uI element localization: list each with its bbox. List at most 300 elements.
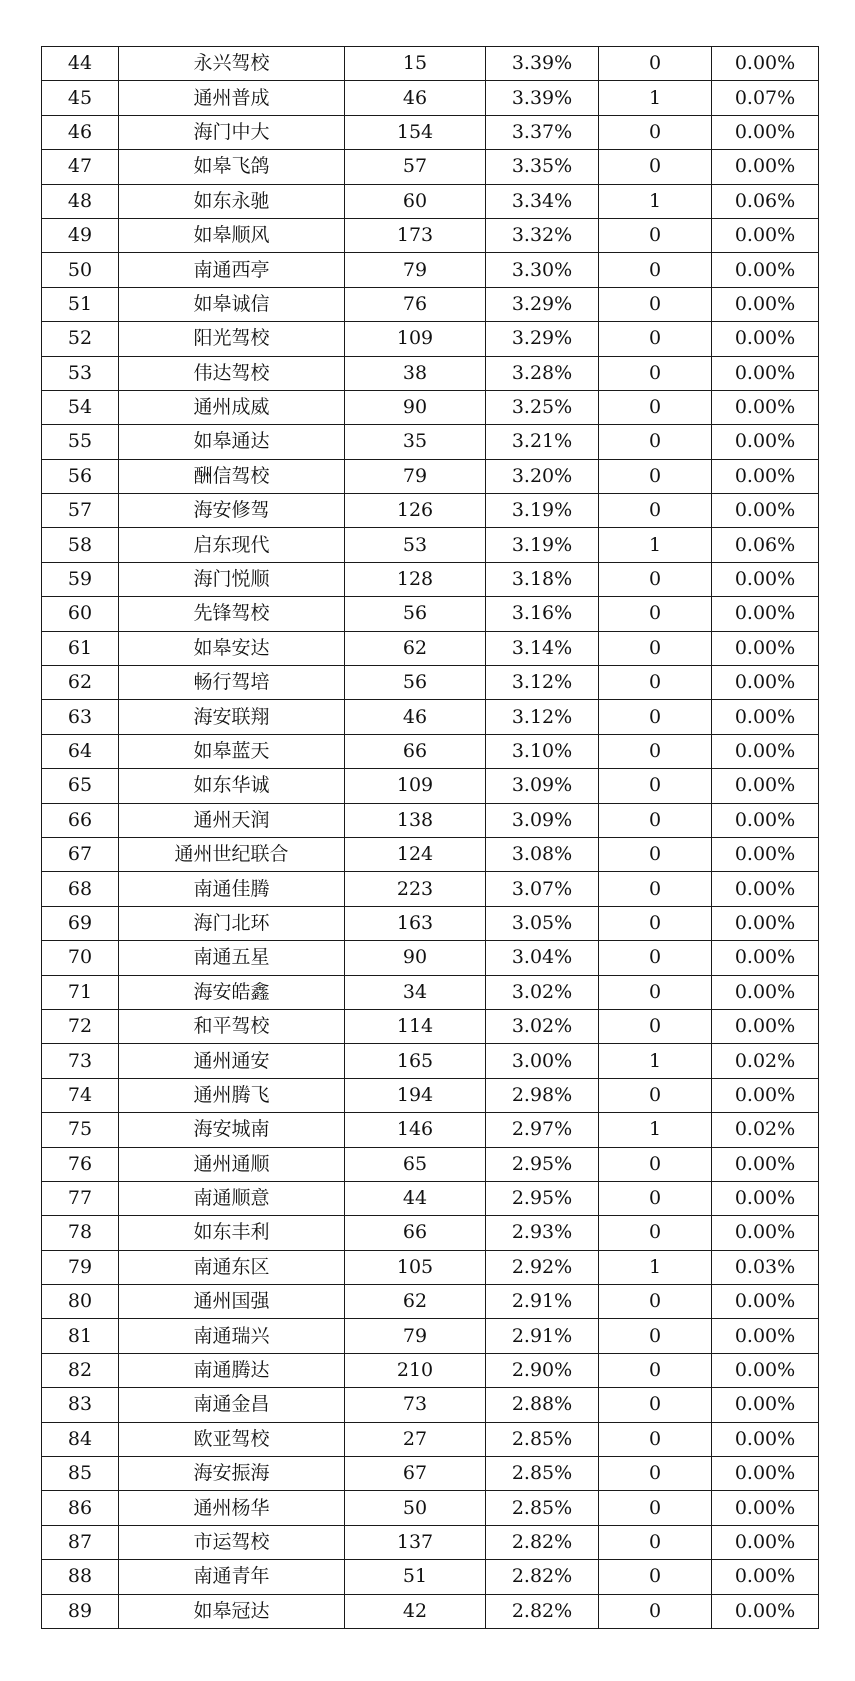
rank-cell: 83 bbox=[42, 1388, 119, 1422]
second-count-cell: 0 bbox=[599, 425, 712, 459]
rate-cell: 3.39% bbox=[486, 47, 599, 81]
second-count-cell: 0 bbox=[599, 872, 712, 906]
count-cell: 35 bbox=[345, 425, 486, 459]
rate-cell: 3.29% bbox=[486, 287, 599, 321]
count-cell: 66 bbox=[345, 734, 486, 768]
school-name-cell: 通州杨华 bbox=[119, 1491, 345, 1525]
second-count-cell: 0 bbox=[599, 494, 712, 528]
rate-cell: 3.09% bbox=[486, 803, 599, 837]
count-cell: 79 bbox=[345, 1319, 486, 1353]
second-rate-cell: 0.00% bbox=[712, 631, 819, 665]
school-name-cell: 南通佳腾 bbox=[119, 872, 345, 906]
table-row bbox=[42, 1422, 819, 1456]
school-name-cell: 南通五星 bbox=[119, 941, 345, 975]
second-rate-cell: 0.00% bbox=[712, 734, 819, 768]
table-row bbox=[42, 253, 819, 287]
table-row bbox=[42, 941, 819, 975]
school-name-cell: 海安修驾 bbox=[119, 494, 345, 528]
table-row bbox=[42, 459, 819, 493]
rate-cell: 3.30% bbox=[486, 253, 599, 287]
count-cell: 105 bbox=[345, 1250, 486, 1284]
table-row bbox=[42, 184, 819, 218]
rate-cell: 3.09% bbox=[486, 769, 599, 803]
rate-cell: 3.35% bbox=[486, 150, 599, 184]
second-count-cell: 0 bbox=[599, 1181, 712, 1215]
school-name-cell: 通州成威 bbox=[119, 390, 345, 424]
rank-cell: 53 bbox=[42, 356, 119, 390]
school-name-cell: 如皋诚信 bbox=[119, 287, 345, 321]
rank-cell: 63 bbox=[42, 700, 119, 734]
second-rate-cell: 0.00% bbox=[712, 1525, 819, 1559]
rate-cell: 2.91% bbox=[486, 1285, 599, 1319]
rank-cell: 55 bbox=[42, 425, 119, 459]
table-row bbox=[42, 1560, 819, 1594]
rate-cell: 3.05% bbox=[486, 906, 599, 940]
rank-cell: 74 bbox=[42, 1078, 119, 1112]
table-row bbox=[42, 1009, 819, 1043]
count-cell: 53 bbox=[345, 528, 486, 562]
school-name-cell: 通州腾飞 bbox=[119, 1078, 345, 1112]
count-cell: 50 bbox=[345, 1491, 486, 1525]
school-name-cell: 通州通顺 bbox=[119, 1147, 345, 1181]
second-count-cell: 0 bbox=[599, 1525, 712, 1559]
rank-cell: 84 bbox=[42, 1422, 119, 1456]
count-cell: 124 bbox=[345, 837, 486, 871]
school-name-cell: 如东永驰 bbox=[119, 184, 345, 218]
rate-cell: 2.82% bbox=[486, 1594, 599, 1628]
school-name-cell: 南通腾达 bbox=[119, 1353, 345, 1387]
rate-cell: 3.19% bbox=[486, 528, 599, 562]
second-rate-cell: 0.00% bbox=[712, 1491, 819, 1525]
rate-cell: 3.04% bbox=[486, 941, 599, 975]
rank-cell: 87 bbox=[42, 1525, 119, 1559]
rank-cell: 85 bbox=[42, 1457, 119, 1491]
second-rate-cell: 0.00% bbox=[712, 322, 819, 356]
rank-cell: 70 bbox=[42, 941, 119, 975]
second-count-cell: 0 bbox=[599, 1457, 712, 1491]
second-rate-cell: 0.00% bbox=[712, 1560, 819, 1594]
table-row bbox=[42, 1491, 819, 1525]
count-cell: 27 bbox=[345, 1422, 486, 1456]
school-name-cell: 酬信驾校 bbox=[119, 459, 345, 493]
second-count-cell: 0 bbox=[599, 631, 712, 665]
rank-cell: 44 bbox=[42, 47, 119, 81]
count-cell: 154 bbox=[345, 115, 486, 149]
school-name-cell: 如皋安达 bbox=[119, 631, 345, 665]
school-name-cell: 通州天润 bbox=[119, 803, 345, 837]
second-count-cell: 0 bbox=[599, 597, 712, 631]
second-count-cell: 0 bbox=[599, 666, 712, 700]
school-name-cell: 永兴驾校 bbox=[119, 47, 345, 81]
count-cell: 109 bbox=[345, 322, 486, 356]
count-cell: 126 bbox=[345, 494, 486, 528]
school-name-cell: 通州普成 bbox=[119, 81, 345, 115]
school-name-cell: 先锋驾校 bbox=[119, 597, 345, 631]
rank-cell: 50 bbox=[42, 253, 119, 287]
second-rate-cell: 0.00% bbox=[712, 425, 819, 459]
second-rate-cell: 0.00% bbox=[712, 941, 819, 975]
rate-cell: 3.32% bbox=[486, 218, 599, 252]
second-rate-cell: 0.00% bbox=[712, 494, 819, 528]
second-rate-cell: 0.00% bbox=[712, 597, 819, 631]
rank-cell: 46 bbox=[42, 115, 119, 149]
table-row bbox=[42, 1594, 819, 1628]
second-rate-cell: 0.00% bbox=[712, 287, 819, 321]
second-count-cell: 0 bbox=[599, 906, 712, 940]
second-rate-cell: 0.00% bbox=[712, 1147, 819, 1181]
rank-cell: 49 bbox=[42, 218, 119, 252]
count-cell: 210 bbox=[345, 1353, 486, 1387]
count-cell: 51 bbox=[345, 1560, 486, 1594]
count-cell: 194 bbox=[345, 1078, 486, 1112]
rank-cell: 64 bbox=[42, 734, 119, 768]
second-count-cell: 0 bbox=[599, 150, 712, 184]
second-count-cell: 0 bbox=[599, 253, 712, 287]
second-count-cell: 0 bbox=[599, 1009, 712, 1043]
table-row bbox=[42, 631, 819, 665]
second-rate-cell: 0.00% bbox=[712, 459, 819, 493]
second-rate-cell: 0.00% bbox=[712, 150, 819, 184]
table-row bbox=[42, 597, 819, 631]
rank-cell: 89 bbox=[42, 1594, 119, 1628]
second-count-cell: 1 bbox=[599, 1113, 712, 1147]
table-row bbox=[42, 47, 819, 81]
table-row bbox=[42, 837, 819, 871]
school-name-cell: 如皋通达 bbox=[119, 425, 345, 459]
school-name-cell: 伟达驾校 bbox=[119, 356, 345, 390]
second-count-cell: 0 bbox=[599, 769, 712, 803]
rate-cell: 2.91% bbox=[486, 1319, 599, 1353]
second-rate-cell: 0.00% bbox=[712, 975, 819, 1009]
table-row bbox=[42, 1078, 819, 1112]
count-cell: 114 bbox=[345, 1009, 486, 1043]
rate-cell: 2.85% bbox=[486, 1457, 599, 1491]
rank-cell: 66 bbox=[42, 803, 119, 837]
school-name-cell: 海安联翔 bbox=[119, 700, 345, 734]
rank-cell: 68 bbox=[42, 872, 119, 906]
second-count-cell: 0 bbox=[599, 1594, 712, 1628]
second-rate-cell: 0.00% bbox=[712, 700, 819, 734]
rate-cell: 3.28% bbox=[486, 356, 599, 390]
rate-cell: 3.00% bbox=[486, 1044, 599, 1078]
rank-cell: 59 bbox=[42, 562, 119, 596]
second-rate-cell: 0.00% bbox=[712, 1078, 819, 1112]
rank-cell: 71 bbox=[42, 975, 119, 1009]
second-count-cell: 0 bbox=[599, 1491, 712, 1525]
rank-cell: 58 bbox=[42, 528, 119, 562]
driving-school-ranking-table bbox=[41, 46, 819, 1629]
rank-cell: 86 bbox=[42, 1491, 119, 1525]
second-count-cell: 0 bbox=[599, 1560, 712, 1594]
count-cell: 42 bbox=[345, 1594, 486, 1628]
count-cell: 15 bbox=[345, 47, 486, 81]
table-row bbox=[42, 115, 819, 149]
rate-cell: 2.90% bbox=[486, 1353, 599, 1387]
rate-cell: 3.14% bbox=[486, 631, 599, 665]
second-rate-cell: 0.00% bbox=[712, 356, 819, 390]
table-row bbox=[42, 1044, 819, 1078]
second-rate-cell: 0.06% bbox=[712, 528, 819, 562]
second-rate-cell: 0.00% bbox=[712, 837, 819, 871]
second-count-cell: 0 bbox=[599, 1285, 712, 1319]
count-cell: 67 bbox=[345, 1457, 486, 1491]
rank-cell: 67 bbox=[42, 837, 119, 871]
second-rate-cell: 0.00% bbox=[712, 1388, 819, 1422]
second-count-cell: 0 bbox=[599, 115, 712, 149]
second-rate-cell: 0.00% bbox=[712, 906, 819, 940]
second-rate-cell: 0.07% bbox=[712, 81, 819, 115]
rank-cell: 73 bbox=[42, 1044, 119, 1078]
rank-cell: 52 bbox=[42, 322, 119, 356]
count-cell: 76 bbox=[345, 287, 486, 321]
second-rate-cell: 0.00% bbox=[712, 803, 819, 837]
second-count-cell: 0 bbox=[599, 1216, 712, 1250]
count-cell: 138 bbox=[345, 803, 486, 837]
rate-cell: 2.85% bbox=[486, 1491, 599, 1525]
second-count-cell: 1 bbox=[599, 1250, 712, 1284]
second-rate-cell: 0.00% bbox=[712, 1319, 819, 1353]
second-rate-cell: 0.02% bbox=[712, 1044, 819, 1078]
count-cell: 46 bbox=[345, 700, 486, 734]
rate-cell: 2.92% bbox=[486, 1250, 599, 1284]
rate-cell: 2.95% bbox=[486, 1181, 599, 1215]
second-count-cell: 0 bbox=[599, 356, 712, 390]
school-name-cell: 欧亚驾校 bbox=[119, 1422, 345, 1456]
count-cell: 62 bbox=[345, 631, 486, 665]
rank-cell: 51 bbox=[42, 287, 119, 321]
rank-cell: 79 bbox=[42, 1250, 119, 1284]
table-row bbox=[42, 975, 819, 1009]
second-count-cell: 0 bbox=[599, 1353, 712, 1387]
rate-cell: 3.02% bbox=[486, 975, 599, 1009]
second-count-cell: 0 bbox=[599, 1078, 712, 1112]
rate-cell: 3.12% bbox=[486, 700, 599, 734]
count-cell: 38 bbox=[345, 356, 486, 390]
second-rate-cell: 0.00% bbox=[712, 1594, 819, 1628]
rate-cell: 3.18% bbox=[486, 562, 599, 596]
rate-cell: 3.07% bbox=[486, 872, 599, 906]
rate-cell: 3.20% bbox=[486, 459, 599, 493]
rate-cell: 2.93% bbox=[486, 1216, 599, 1250]
table-row bbox=[42, 425, 819, 459]
second-rate-cell: 0.00% bbox=[712, 1181, 819, 1215]
second-rate-cell: 0.00% bbox=[712, 1009, 819, 1043]
rank-cell: 82 bbox=[42, 1353, 119, 1387]
rate-cell: 2.85% bbox=[486, 1422, 599, 1456]
rate-cell: 3.19% bbox=[486, 494, 599, 528]
second-count-cell: 0 bbox=[599, 322, 712, 356]
school-name-cell: 海安皓鑫 bbox=[119, 975, 345, 1009]
school-name-cell: 南通西亭 bbox=[119, 253, 345, 287]
school-name-cell: 如东华诚 bbox=[119, 769, 345, 803]
second-rate-cell: 0.03% bbox=[712, 1250, 819, 1284]
count-cell: 66 bbox=[345, 1216, 486, 1250]
rank-cell: 65 bbox=[42, 769, 119, 803]
rate-cell: 3.34% bbox=[486, 184, 599, 218]
count-cell: 137 bbox=[345, 1525, 486, 1559]
school-name-cell: 和平驾校 bbox=[119, 1009, 345, 1043]
count-cell: 57 bbox=[345, 150, 486, 184]
school-name-cell: 南通东区 bbox=[119, 1250, 345, 1284]
count-cell: 62 bbox=[345, 1285, 486, 1319]
table-row bbox=[42, 872, 819, 906]
school-name-cell: 如皋蓝天 bbox=[119, 734, 345, 768]
school-name-cell: 海门悦顺 bbox=[119, 562, 345, 596]
table-row bbox=[42, 1147, 819, 1181]
count-cell: 73 bbox=[345, 1388, 486, 1422]
count-cell: 146 bbox=[345, 1113, 486, 1147]
second-count-cell: 0 bbox=[599, 1388, 712, 1422]
count-cell: 46 bbox=[345, 81, 486, 115]
school-name-cell: 如皋顺风 bbox=[119, 218, 345, 252]
table-row bbox=[42, 700, 819, 734]
table-row bbox=[42, 1525, 819, 1559]
second-count-cell: 0 bbox=[599, 459, 712, 493]
second-count-cell: 0 bbox=[599, 1422, 712, 1456]
table-row bbox=[42, 390, 819, 424]
rank-cell: 69 bbox=[42, 906, 119, 940]
second-count-cell: 0 bbox=[599, 1319, 712, 1353]
second-rate-cell: 0.00% bbox=[712, 1457, 819, 1491]
rank-cell: 47 bbox=[42, 150, 119, 184]
table-row bbox=[42, 1216, 819, 1250]
table-row bbox=[42, 1113, 819, 1147]
school-name-cell: 海安振海 bbox=[119, 1457, 345, 1491]
rank-cell: 88 bbox=[42, 1560, 119, 1594]
count-cell: 34 bbox=[345, 975, 486, 1009]
count-cell: 163 bbox=[345, 906, 486, 940]
count-cell: 90 bbox=[345, 941, 486, 975]
table-row bbox=[42, 494, 819, 528]
table-row bbox=[42, 218, 819, 252]
second-count-cell: 0 bbox=[599, 562, 712, 596]
school-name-cell: 海门中大 bbox=[119, 115, 345, 149]
rate-cell: 2.98% bbox=[486, 1078, 599, 1112]
second-rate-cell: 0.00% bbox=[712, 253, 819, 287]
rank-cell: 80 bbox=[42, 1285, 119, 1319]
rank-cell: 54 bbox=[42, 390, 119, 424]
school-name-cell: 南通顺意 bbox=[119, 1181, 345, 1215]
second-count-cell: 0 bbox=[599, 287, 712, 321]
rate-cell: 3.25% bbox=[486, 390, 599, 424]
second-count-cell: 1 bbox=[599, 184, 712, 218]
second-rate-cell: 0.00% bbox=[712, 47, 819, 81]
second-count-cell: 0 bbox=[599, 47, 712, 81]
count-cell: 165 bbox=[345, 1044, 486, 1078]
school-name-cell: 南通瑞兴 bbox=[119, 1319, 345, 1353]
count-cell: 56 bbox=[345, 597, 486, 631]
school-name-cell: 海安城南 bbox=[119, 1113, 345, 1147]
second-rate-cell: 0.00% bbox=[712, 218, 819, 252]
rate-cell: 3.37% bbox=[486, 115, 599, 149]
second-count-cell: 1 bbox=[599, 1044, 712, 1078]
table-row bbox=[42, 322, 819, 356]
rate-cell: 2.97% bbox=[486, 1113, 599, 1147]
table-row bbox=[42, 1181, 819, 1215]
school-name-cell: 阳光驾校 bbox=[119, 322, 345, 356]
school-name-cell: 如皋冠达 bbox=[119, 1594, 345, 1628]
school-name-cell: 海门北环 bbox=[119, 906, 345, 940]
school-name-cell: 畅行驾培 bbox=[119, 666, 345, 700]
second-count-cell: 0 bbox=[599, 1147, 712, 1181]
school-name-cell: 通州国强 bbox=[119, 1285, 345, 1319]
second-rate-cell: 0.00% bbox=[712, 1422, 819, 1456]
count-cell: 44 bbox=[345, 1181, 486, 1215]
rank-cell: 76 bbox=[42, 1147, 119, 1181]
second-rate-cell: 0.00% bbox=[712, 666, 819, 700]
rank-cell: 56 bbox=[42, 459, 119, 493]
rate-cell: 3.12% bbox=[486, 666, 599, 700]
count-cell: 109 bbox=[345, 769, 486, 803]
second-rate-cell: 0.00% bbox=[712, 769, 819, 803]
school-name-cell: 南通金昌 bbox=[119, 1388, 345, 1422]
second-rate-cell: 0.00% bbox=[712, 562, 819, 596]
table-row bbox=[42, 1285, 819, 1319]
table-row bbox=[42, 1319, 819, 1353]
second-rate-cell: 0.00% bbox=[712, 1216, 819, 1250]
rank-cell: 75 bbox=[42, 1113, 119, 1147]
count-cell: 223 bbox=[345, 872, 486, 906]
table-row bbox=[42, 666, 819, 700]
rate-cell: 2.88% bbox=[486, 1388, 599, 1422]
table-row bbox=[42, 803, 819, 837]
rank-cell: 61 bbox=[42, 631, 119, 665]
table-row bbox=[42, 1457, 819, 1491]
rate-cell: 3.39% bbox=[486, 81, 599, 115]
count-cell: 128 bbox=[345, 562, 486, 596]
rate-cell: 2.82% bbox=[486, 1560, 599, 1594]
table-row bbox=[42, 734, 819, 768]
rank-cell: 81 bbox=[42, 1319, 119, 1353]
rate-cell: 3.02% bbox=[486, 1009, 599, 1043]
count-cell: 90 bbox=[345, 390, 486, 424]
count-cell: 56 bbox=[345, 666, 486, 700]
second-count-cell: 0 bbox=[599, 837, 712, 871]
rank-cell: 78 bbox=[42, 1216, 119, 1250]
second-count-cell: 0 bbox=[599, 390, 712, 424]
second-count-cell: 0 bbox=[599, 941, 712, 975]
rate-cell: 3.16% bbox=[486, 597, 599, 631]
second-count-cell: 1 bbox=[599, 528, 712, 562]
second-rate-cell: 0.00% bbox=[712, 390, 819, 424]
table-row bbox=[42, 528, 819, 562]
rate-cell: 2.82% bbox=[486, 1525, 599, 1559]
rank-cell: 60 bbox=[42, 597, 119, 631]
rate-cell: 3.10% bbox=[486, 734, 599, 768]
school-name-cell: 如东丰利 bbox=[119, 1216, 345, 1250]
second-rate-cell: 0.00% bbox=[712, 1353, 819, 1387]
rate-cell: 3.29% bbox=[486, 322, 599, 356]
school-name-cell: 启东现代 bbox=[119, 528, 345, 562]
table-row bbox=[42, 81, 819, 115]
table-row bbox=[42, 906, 819, 940]
count-cell: 79 bbox=[345, 459, 486, 493]
rank-cell: 62 bbox=[42, 666, 119, 700]
school-name-cell: 南通青年 bbox=[119, 1560, 345, 1594]
second-rate-cell: 0.00% bbox=[712, 872, 819, 906]
school-name-cell: 如皋飞鸽 bbox=[119, 150, 345, 184]
second-count-cell: 0 bbox=[599, 975, 712, 1009]
count-cell: 60 bbox=[345, 184, 486, 218]
table-body bbox=[42, 47, 819, 1629]
school-name-cell: 市运驾校 bbox=[119, 1525, 345, 1559]
table-row bbox=[42, 769, 819, 803]
table-row bbox=[42, 150, 819, 184]
second-rate-cell: 0.06% bbox=[712, 184, 819, 218]
school-name-cell: 通州世纪联合 bbox=[119, 837, 345, 871]
rate-cell: 3.21% bbox=[486, 425, 599, 459]
table-row bbox=[42, 562, 819, 596]
